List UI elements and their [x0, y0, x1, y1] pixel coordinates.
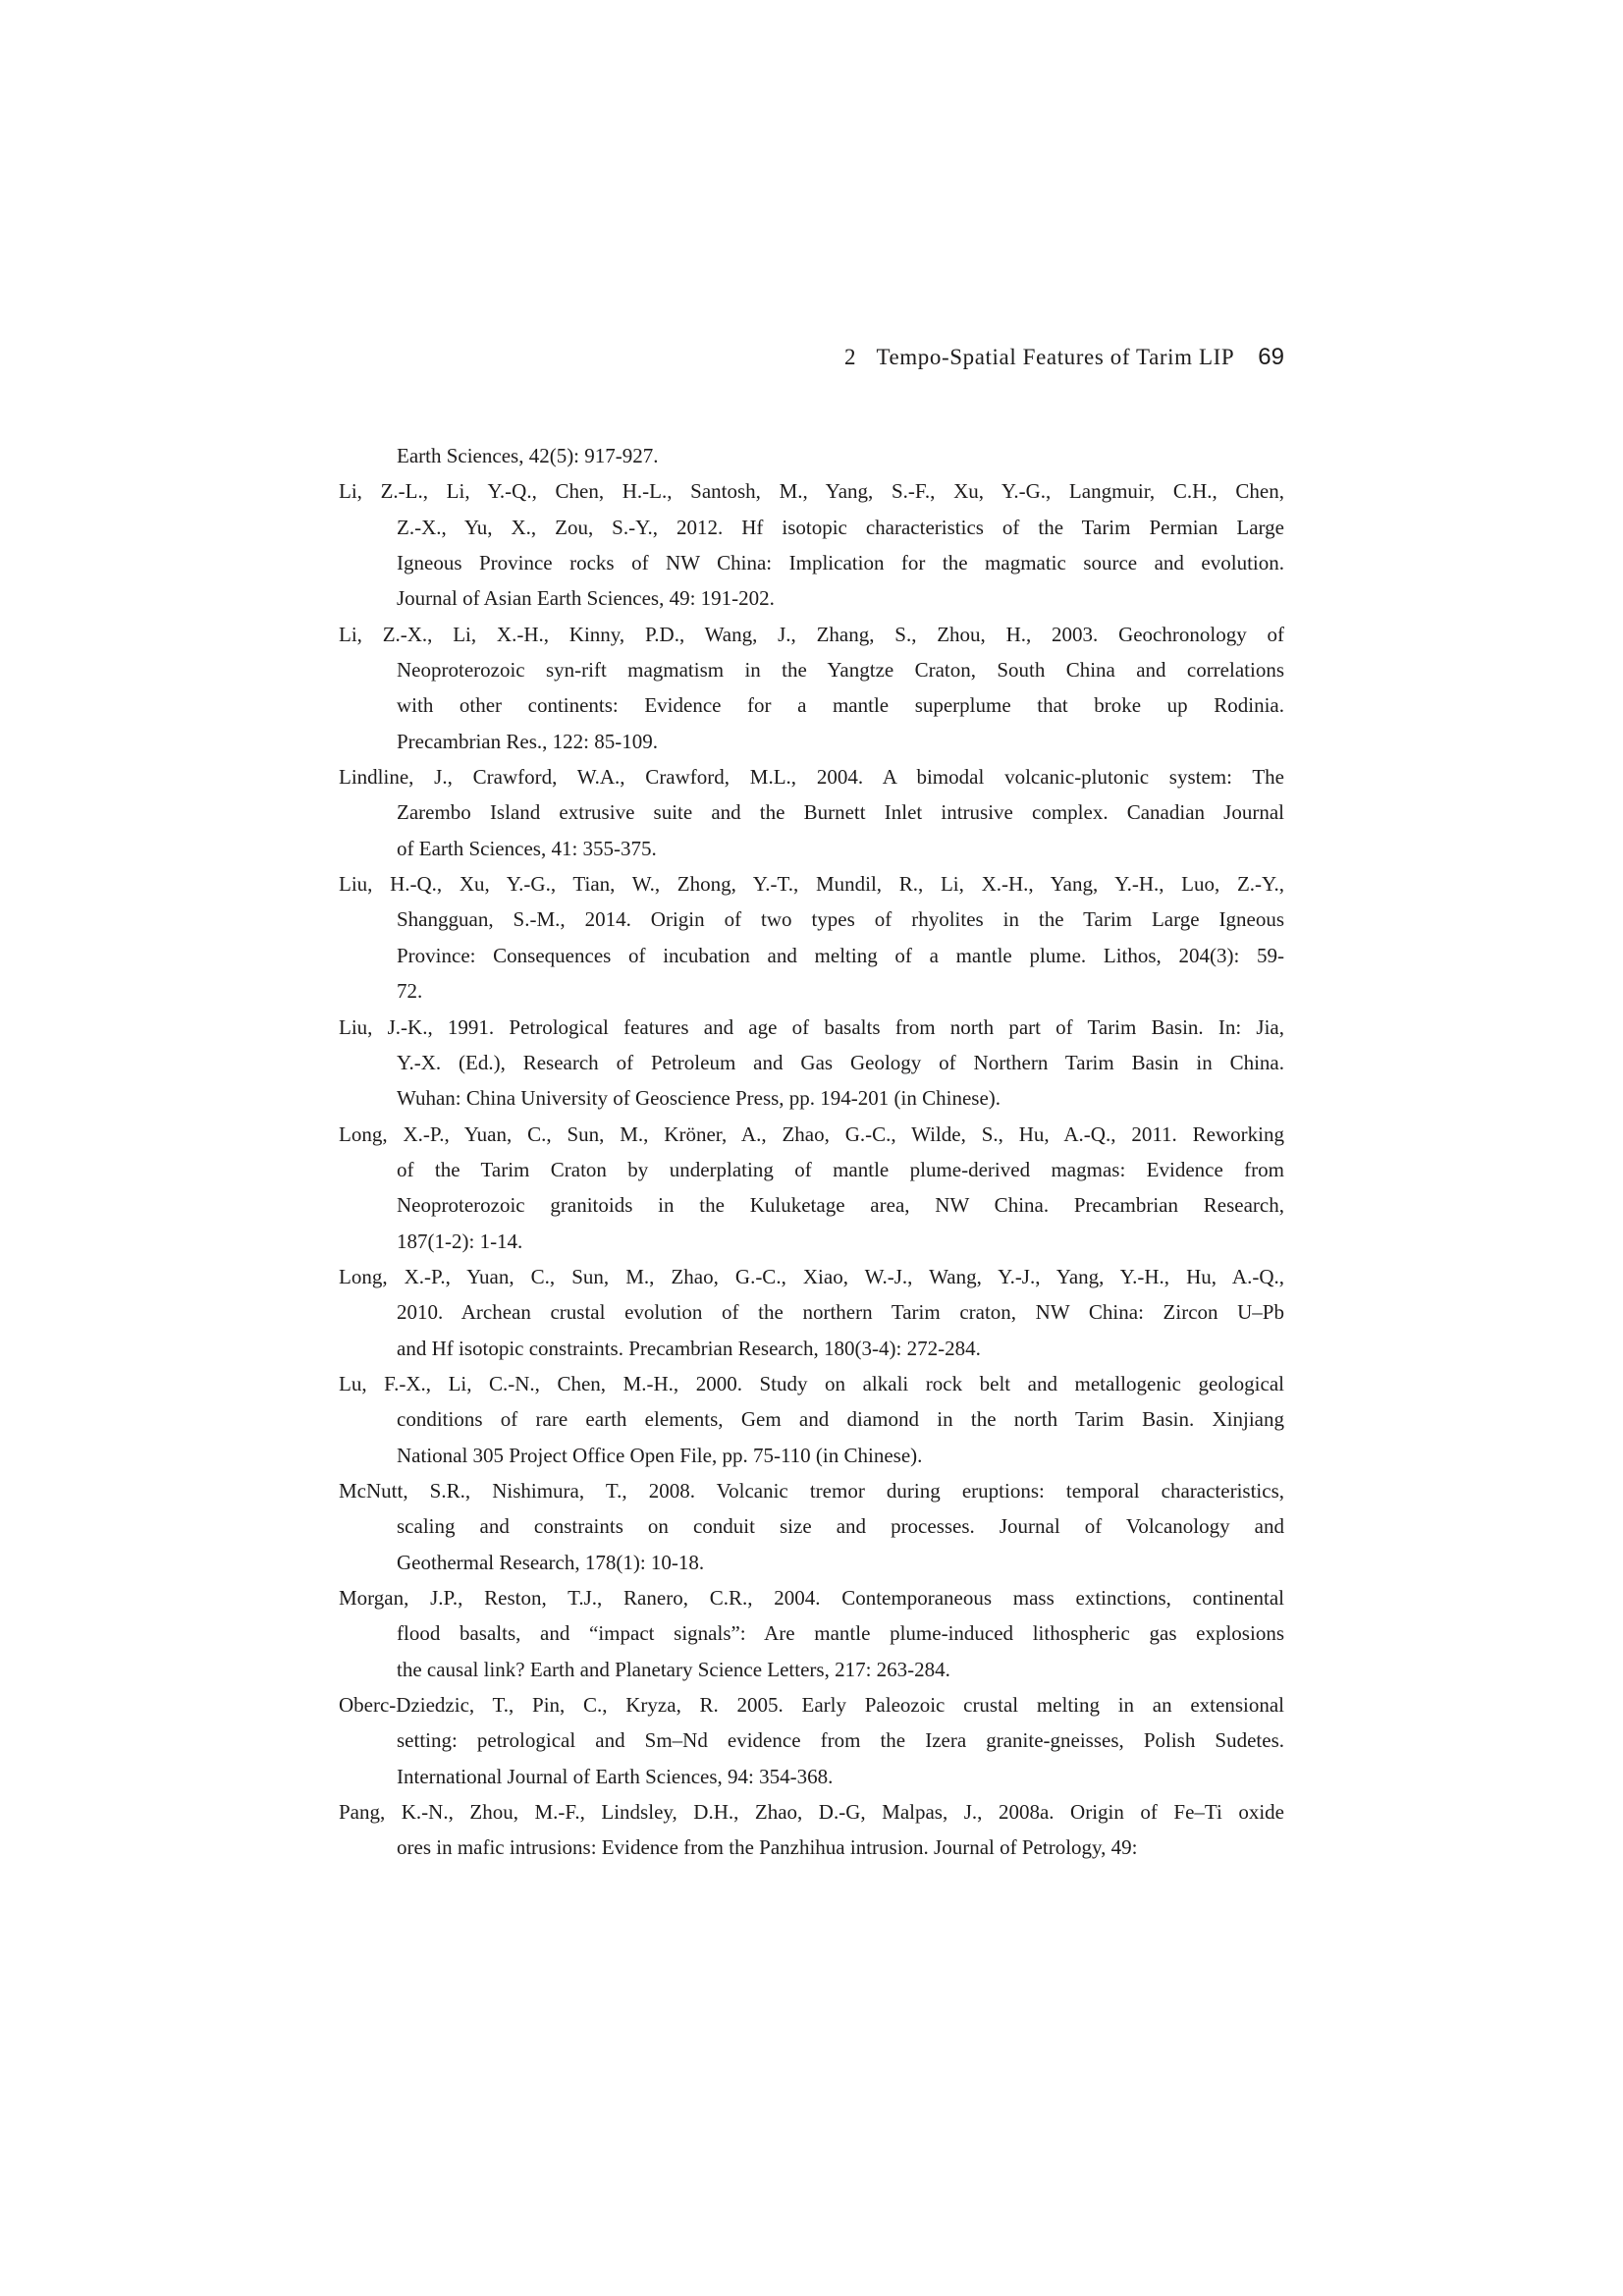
- reference-line: Long, X.-P., Yuan, C., Sun, M., Zhao, G.-C., Xiao, W.-J., Wang, Y.-J., Yang, Y.-H., Hu, A.-Q.,: [339, 1264, 1284, 1288]
- reference-entry: [339, 1259, 1284, 1366]
- reference-line: conditions of rare earth elements, Gem and diamond in the north Tarim Basin. Xinjiang: [397, 1407, 1284, 1432]
- reference-line: 72.: [397, 979, 423, 1004]
- reference-entry: [339, 1366, 1284, 1473]
- reference-line: Neoproterozoic syn-rift magmatism in the Yangtze Craton, South China and correlations: [397, 658, 1284, 683]
- reference-entry: [339, 759, 1284, 866]
- reference-line: and Hf isotopic constraints. Precambrian Research, 180(3-4): 272-284.: [397, 1336, 981, 1360]
- reference-line: scaling and constraints on conduit size and processes. Journal of Volcanology and: [397, 1514, 1284, 1539]
- reference-line: Lu, F.-X., Li, C.-N., Chen, M.-H., 2000. Study on alkali rock belt and metallogenic geological: [339, 1371, 1284, 1395]
- reference-line: Li, Z.-X., Li, X.-H., Kinny, P.D., Wang, J., Zhang, S., Zhou, H., 2003. Geochronology of: [339, 622, 1284, 646]
- reference-line: Precambrian Res., 122: 85-109.: [397, 729, 658, 753]
- reference-line: Li, Z.-L., Li, Y.-Q., Chen, H.-L., Santosh, M., Yang, S.-F., Xu, Y.-G., Langmuir, C.H., Chen,: [339, 479, 1284, 504]
- reference-line: Wuhan: China University of Geoscience Press, pp. 194-201 (in Chinese).: [397, 1086, 1001, 1111]
- reference-line: National 305 Project Office Open File, pp. 75-110 (in Chinese).: [397, 1443, 923, 1467]
- reference-line: flood basalts, and “impact signals”: Are mantle plume-induced lithospheric gas explosions: [397, 1621, 1284, 1646]
- reference-line: Morgan, J.P., Reston, T.J., Ranero, C.R., 2004. Contemporaneous mass extinctions, continental: [339, 1586, 1284, 1610]
- reference-line: International Journal of Earth Sciences, 94: 354-368.: [397, 1764, 834, 1788]
- reference-line: Lindline, J., Crawford, W.A., Crawford, M.L., 2004. A bimodal volcanic-plutonic system: The: [339, 765, 1284, 790]
- reference-entry: [339, 866, 1284, 1009]
- reference-line: Pang, K.-N., Zhou, M.-F., Lindsley, D.H., Zhao, D.-G, Malpas, J., 2008a. Origin of Fe–Ti oxide: [339, 1800, 1284, 1825]
- reference-entry: [339, 473, 1284, 616]
- chapter-number: 2: [843, 345, 856, 369]
- reference-line: Zarembo Island extrusive suite and the Burnett Inlet intrusive complex. Canadian Journal: [397, 800, 1284, 825]
- reference-line: Neoproterozoic granitoids in the Kuluketage area, NW China. Precambrian Research,: [397, 1193, 1284, 1218]
- running-header: [339, 344, 1284, 371]
- reference-line: Z.-X., Yu, X., Zou, S.-Y., 2012. Hf isotopic characteristics of the Tarim Permian Large: [397, 515, 1284, 539]
- reference-entry: [339, 617, 1284, 759]
- reference-line: Geothermal Research, 178(1): 10-18.: [397, 1550, 705, 1574]
- reference-entry: [339, 1687, 1284, 1794]
- reference-line: Province: Consequences of incubation and melting of a mantle plume. Lithos, 204(3): 59-: [397, 943, 1284, 967]
- reference-line: of Earth Sciences, 41: 355-375.: [397, 836, 657, 860]
- chapter-title: Tempo-Spatial Features of Tarim LIP: [876, 345, 1235, 369]
- reference-line: Long, X.-P., Yuan, C., Sun, M., Kröner, A., Zhao, G.-C., Wilde, S., Hu, A.-Q., 2011. Reworking: [339, 1121, 1284, 1146]
- reference-line: Igneous Province rocks of NW China: Implication for the magmatic source and evolution.: [397, 551, 1284, 575]
- reference-line: Journal of Asian Earth Sciences, 49: 191-202.: [397, 586, 775, 611]
- reference-line: the causal link? Earth and Planetary Science Letters, 217: 263-284.: [397, 1657, 950, 1681]
- references-list: [339, 438, 1284, 1866]
- reference-line: Y.-X. (Ed.), Research of Petroleum and Gas Geology of Northern Tarim Basin in China.: [397, 1050, 1284, 1074]
- reference-line: ores in mafic intrusions: Evidence from the Panzhihua intrusion. Journal of Petrology, 49:: [397, 1835, 1138, 1860]
- reference-line: Liu, H.-Q., Xu, Y.-G., Tian, W., Zhong, Y.-T., Mundil, R., Li, X.-H., Yang, Y.-H., Luo, Z.-Y.,: [339, 872, 1284, 897]
- reference-line: setting: petrological and Sm–Nd evidence from the Izera granite-gneisses, Polish Sudetes.: [397, 1728, 1284, 1753]
- reference-line: Liu, J.-K., 1991. Petrological features and age of basalts from north part of Tarim Basin. In: Jia,: [339, 1014, 1284, 1039]
- reference-entry: [339, 1473, 1284, 1580]
- reference-entry: [339, 1580, 1284, 1687]
- reference-line: McNutt, S.R., Nishimura, T., 2008. Volcanic tremor during eruptions: temporal characteristics,: [339, 1478, 1284, 1503]
- reference-line: of the Tarim Craton by underplating of mantle plume-derived magmas: Evidence from: [397, 1157, 1284, 1181]
- reference-line: with other continents: Evidence for a mantle superplume that broke up Rodinia.: [397, 693, 1284, 718]
- reference-entry: [339, 1010, 1284, 1117]
- reference-line: Earth Sciences, 42(5): 917-927.: [397, 444, 659, 467]
- page-number: 69: [1258, 344, 1284, 370]
- reference-line: 2010. Archean crustal evolution of the northern Tarim craton, NW China: Zircon U–Pb: [397, 1300, 1284, 1325]
- reference-line: Oberc-Dziedzic, T., Pin, C., Kryza, R. 2005. Early Paleozoic crustal melting in an extensional: [339, 1693, 1284, 1718]
- reference-entry: [339, 1794, 1284, 1866]
- reference-entry: [339, 438, 1284, 473]
- reference-line: 187(1-2): 1-14.: [397, 1229, 523, 1253]
- reference-entry: [339, 1117, 1284, 1259]
- reference-line: Shangguan, S.-M., 2014. Origin of two types of rhyolites in the Tarim Large Igneous: [397, 907, 1284, 932]
